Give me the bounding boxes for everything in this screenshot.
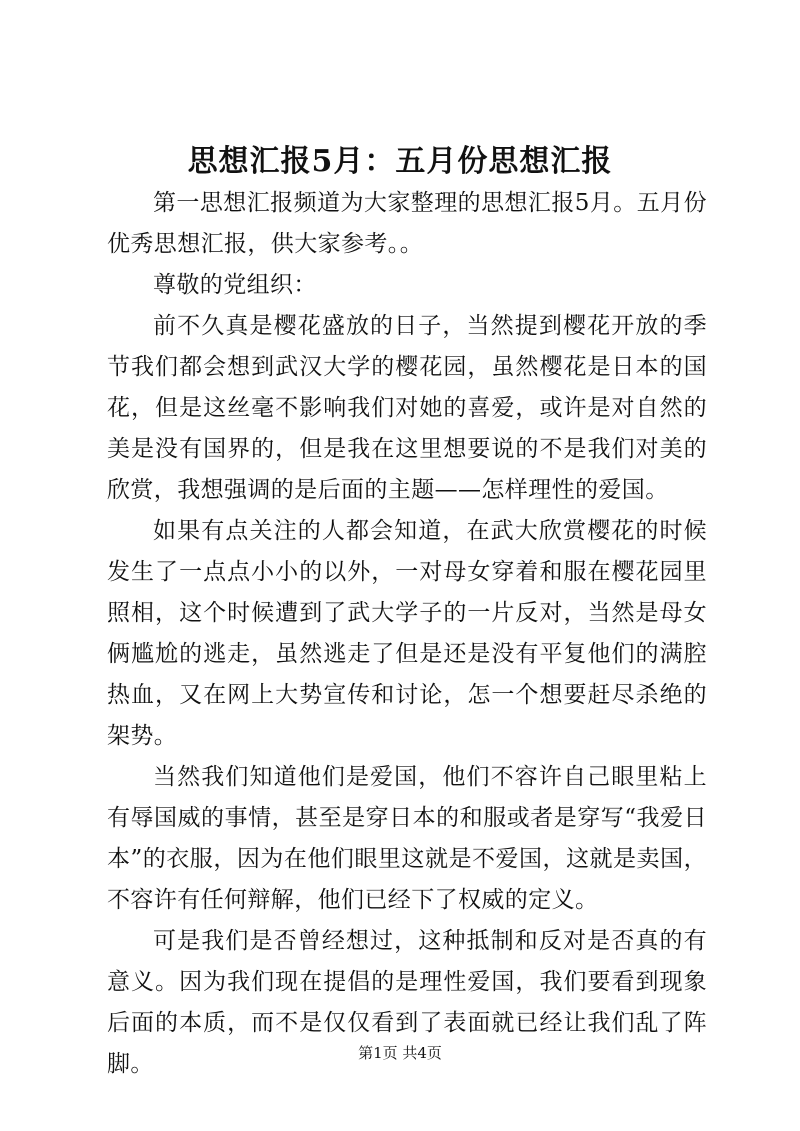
document-body (107, 183, 707, 1085)
paragraph-body-2: 如果有点关注的人都会知道，在武大欣赏樱花的时候发生了一点点小小的以外，一对母女穿着和服在樱花园里照相，这个时候遭到了武大学子的一片反对，当然是母女俩尴尬的逃走，虽然逃走了但是还是没有平复他们的满腔热血，又在网上大势宣传和讨论，怎一个想要赶尽杀绝的架势。 (107, 518, 707, 749)
paragraph-body-3: 当然我们知道他们是爱国，他们不容许自己眼里粘上有辱国威的事情，甚至是穿日本的和服或者是穿写“我爱日本”的衣服，因为在他们眼里这就是不爱国，这就是卖国，不容许有任何辩解，他们已经下了权威的定义。 (107, 764, 707, 913)
paragraph-body-4: 可是我们是否曾经想过，这种抵制和反对是否真的有意义。因为我们现在提倡的是理性爱国，我们要看到现象后面的本质，而不是仅仅看到了表面就已经让我们乱了阵脚。 (107, 928, 707, 1077)
paragraph-body-1: 前不久真是樱花盛放的日子，当然提到樱花开放的季节我们都会想到武汉大学的樱花园，虽然樱花是日本的国花，但是这丝毫不影响我们对她的喜爱，或许是对自然的美是没有国界的，但是我在这里想要说的不是我们对美的欣赏，我想强调的是后面的主题——怎样理性的爱国。 (107, 313, 707, 503)
paragraph-salutation: 尊敬的党组织： (153, 272, 317, 298)
paragraph-intro: 第一思想汇报频道为大家整理的思想汇报5月。五月份优秀思想汇报，供大家参考。。 (107, 190, 707, 257)
page-number-footer: 第1页 共4页 (358, 1044, 442, 1062)
page-title: 思想汇报5月：五月份思想汇报 (187, 144, 613, 179)
